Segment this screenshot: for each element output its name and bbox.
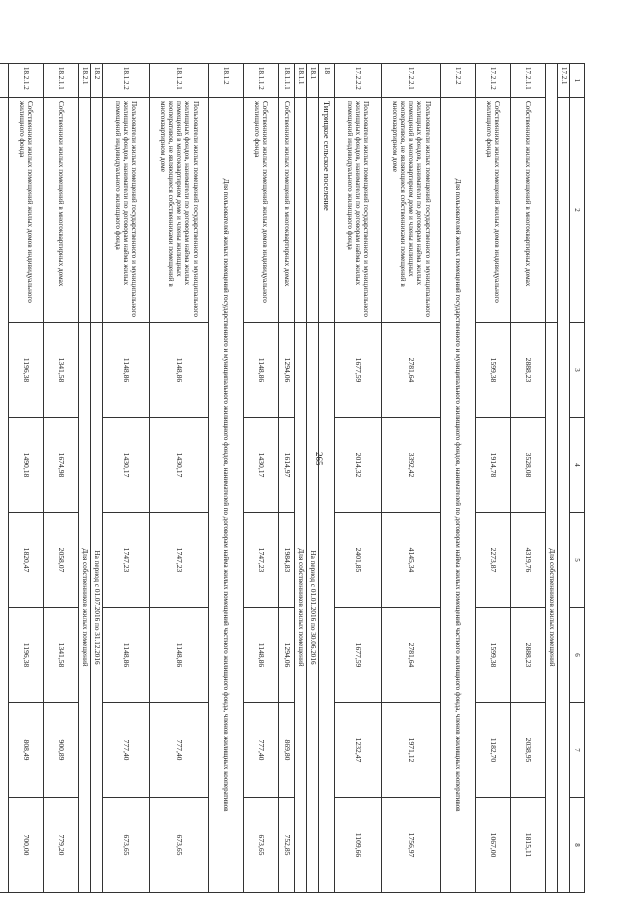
value-cell: 1067,00 bbox=[476, 798, 511, 893]
table-row bbox=[558, 64, 570, 893]
value-cell: 2888,23 bbox=[511, 323, 546, 418]
value-cell: 2038,95 bbox=[511, 703, 546, 798]
value-cell: 1599,38 bbox=[476, 323, 511, 418]
row-label: Собственники жилых помещений в многоквартирных домах bbox=[511, 98, 546, 323]
row-label: Собственники жилых помещений жилых домов индивидуального жилищного фонда bbox=[476, 98, 511, 323]
column-number: 5 bbox=[570, 513, 585, 608]
row-code: 18.1.2.2 bbox=[103, 64, 150, 98]
value-cell: 1196,38 bbox=[9, 608, 44, 703]
value-cell: 1756,97 bbox=[382, 798, 441, 893]
group-heading bbox=[0, 98, 9, 893]
row-code: 17.2.1.1 bbox=[511, 64, 546, 98]
value-cell: 1148,86 bbox=[103, 608, 150, 703]
value-cell: 1971,12 bbox=[382, 703, 441, 798]
value-cell: 1148,86 bbox=[103, 323, 150, 418]
value-cell: 673,65 bbox=[244, 798, 279, 893]
value-cell: 1490,18 bbox=[9, 418, 44, 513]
value-cell: 1148,86 bbox=[244, 608, 279, 703]
column-number: 4 bbox=[570, 418, 585, 513]
value-cell: 3392,42 bbox=[382, 418, 441, 513]
value-cell: 752,85 bbox=[279, 798, 295, 893]
row-code: 17.2.2.2 bbox=[335, 64, 382, 98]
row-code: 18.1.2 bbox=[209, 64, 244, 98]
row-code: 18.1.2.1 bbox=[150, 64, 209, 98]
row-label: Пользователи жилых помещений государственного и муниципального жилищных фондов, наниматели по договорам найма жилых помещений в многоквартирном доме и члены жилищных кооперативов, не являющиеся собственниками помещений в многоквартирном доме bbox=[150, 98, 209, 323]
empty-cell bbox=[546, 64, 558, 323]
table-row bbox=[91, 64, 103, 893]
row-code: 18.1 bbox=[307, 64, 319, 98]
value-cell: 1182,70 bbox=[476, 703, 511, 798]
table-row bbox=[511, 64, 546, 893]
value-cell: 1614,97 bbox=[279, 418, 295, 513]
row-label: Собственники жилых помещений жилых домов индивидуального жилищного фонда bbox=[9, 98, 44, 323]
section-heading: Для собственников жилых помещений bbox=[295, 323, 307, 893]
value-cell: 869,80 bbox=[279, 703, 295, 798]
table-row bbox=[319, 64, 335, 893]
row-code: 17.2.1 bbox=[558, 64, 570, 98]
empty-cell bbox=[91, 98, 103, 323]
value-cell: 777,40 bbox=[150, 703, 209, 798]
table-row bbox=[244, 64, 279, 893]
value-cell: 1747,23 bbox=[103, 513, 150, 608]
column-number: 2 bbox=[570, 98, 585, 323]
table-row bbox=[79, 64, 91, 893]
value-cell: 2888,23 bbox=[511, 608, 546, 703]
value-cell: 1674,98 bbox=[44, 418, 79, 513]
value-cell: 4145,34 bbox=[382, 513, 441, 608]
row-label: Пользователи жилых помещений государственного и муниципального жилищных фондов, наниматели по договорам найма жилых помещений индивидуального жилищного фонда bbox=[335, 98, 382, 323]
row-code: 18.2 bbox=[91, 64, 103, 98]
tariff-table-sheet bbox=[18, 63, 585, 892]
value-cell: 673,65 bbox=[103, 798, 150, 893]
value-cell: 2014,32 bbox=[335, 418, 382, 513]
empty-cell bbox=[558, 98, 570, 893]
value-cell: 808,49 bbox=[9, 703, 44, 798]
row-code: 18.2.1 bbox=[79, 64, 91, 98]
row-code: 18.1.1.2 bbox=[244, 64, 279, 98]
row-label: Пользователи жилых помещений государственного и муниципального жилищных фондов, наниматели по договорам найма жилых помещений в многоквартирном доме и члены жилищных кооперативов, не являющиеся собственниками помещений в многоквартирном доме bbox=[382, 98, 441, 323]
column-number: 8 bbox=[570, 798, 585, 893]
value-cell: 700,00 bbox=[9, 798, 44, 893]
row-code bbox=[0, 64, 9, 98]
value-cell: 779,20 bbox=[44, 798, 79, 893]
value-cell: 1984,83 bbox=[279, 513, 295, 608]
value-cell: 1677,59 bbox=[335, 323, 382, 418]
table-row bbox=[546, 64, 558, 893]
value-cell: 673,65 bbox=[150, 798, 209, 893]
value-cell: 1148,86 bbox=[150, 608, 209, 703]
value-cell: 1747,23 bbox=[244, 513, 279, 608]
table-row bbox=[150, 64, 209, 893]
group-heading: Для пользователей жилых помещений государственного и муниципального жилищного фондов, нанимателей по договорам найма жилых помещений частного жилищного фонда, членов жилищных кооперативов bbox=[441, 98, 476, 893]
value-cell: 1820,47 bbox=[9, 513, 44, 608]
column-number: 1 bbox=[570, 64, 585, 98]
empty-cell bbox=[319, 323, 335, 893]
section-heading: На период с 01.07.2016 по 31.12.2016 bbox=[91, 323, 103, 893]
value-cell: 1815,11 bbox=[511, 798, 546, 893]
row-code: 18.2.1.1 bbox=[44, 64, 79, 98]
value-cell: 1109,66 bbox=[335, 798, 382, 893]
row-code: 17.2.2.1 bbox=[382, 64, 441, 98]
value-cell: 3528,08 bbox=[511, 418, 546, 513]
table-row bbox=[476, 64, 511, 893]
page-number: 265 bbox=[314, 452, 324, 466]
column-number: 3 bbox=[570, 323, 585, 418]
column-header-row bbox=[570, 64, 585, 893]
row-code: 18 bbox=[319, 64, 335, 98]
value-cell: 1294,06 bbox=[279, 323, 295, 418]
value-cell: 1341,58 bbox=[44, 608, 79, 703]
row-code: 18.2.1.2 bbox=[9, 64, 44, 98]
row-label: Собственники жилых помещений в многоквартирных домах bbox=[44, 98, 79, 323]
value-cell: 1677,59 bbox=[335, 608, 382, 703]
section-heading: На период с 01.01.2016 по 30.06.2016 bbox=[307, 323, 319, 893]
table-row bbox=[295, 64, 307, 893]
table-row bbox=[441, 64, 476, 893]
value-cell: 1430,17 bbox=[150, 418, 209, 513]
value-cell: 777,40 bbox=[244, 703, 279, 798]
column-number: 6 bbox=[570, 608, 585, 703]
row-label: Собственники жилых помещений в многоквартирных домах bbox=[279, 98, 295, 323]
value-cell: 1430,17 bbox=[244, 418, 279, 513]
empty-cell bbox=[307, 98, 319, 323]
tariff-table bbox=[0, 63, 585, 893]
table-row bbox=[9, 64, 44, 893]
value-cell: 1148,86 bbox=[244, 323, 279, 418]
value-cell: 4319,76 bbox=[511, 513, 546, 608]
table-row bbox=[103, 64, 150, 893]
value-cell: 1232,47 bbox=[335, 703, 382, 798]
table-row bbox=[382, 64, 441, 893]
table-row bbox=[307, 64, 319, 893]
value-cell: 1747,23 bbox=[150, 513, 209, 608]
table-row bbox=[209, 64, 244, 893]
value-cell: 2781,64 bbox=[382, 323, 441, 418]
section-heading: Для собственников жилых помещений bbox=[546, 323, 558, 893]
table-row bbox=[44, 64, 79, 893]
row-label: Пользователи жилых помещений государственного и муниципального жилищных фондов, наниматели по договорам найма жилых помещений индивидуального жилищного фонда bbox=[103, 98, 150, 323]
value-cell: 2273,87 bbox=[476, 513, 511, 608]
row-code: 17.2.1.2 bbox=[476, 64, 511, 98]
table-row bbox=[279, 64, 295, 893]
row-code: 17.2.2 bbox=[441, 64, 476, 98]
group-heading: Для пользователей жилых помещений государственного и муниципального жилищного фондов, нанимателей по договорам найма жилых помещений частного жилищного фонда, членов жилищных кооперативов bbox=[209, 98, 244, 893]
column-number: 7 bbox=[570, 703, 585, 798]
value-cell: 1294,06 bbox=[279, 608, 295, 703]
value-cell: 900,89 bbox=[44, 703, 79, 798]
value-cell: 2058,07 bbox=[44, 513, 79, 608]
value-cell: 1430,17 bbox=[103, 418, 150, 513]
row-label: Собственники жилых помещений жилых домов индивидуального жилищного фонда bbox=[244, 98, 279, 323]
section-heading: Для собственников жилых помещений bbox=[79, 323, 91, 893]
value-cell: 1341,58 bbox=[44, 323, 79, 418]
empty-cell bbox=[79, 98, 91, 323]
value-cell: 1914,78 bbox=[476, 418, 511, 513]
value-cell: 1196,38 bbox=[9, 323, 44, 418]
value-cell: 2781,64 bbox=[382, 608, 441, 703]
row-code: 18.1.1.1 bbox=[279, 64, 295, 98]
value-cell: 1148,86 bbox=[150, 323, 209, 418]
row-code: 18.1.1 bbox=[295, 64, 307, 98]
empty-cell bbox=[295, 98, 307, 323]
table-row bbox=[0, 64, 9, 893]
value-cell: 1599,38 bbox=[476, 608, 511, 703]
value-cell: 2401,85 bbox=[335, 513, 382, 608]
value-cell: 777,40 bbox=[103, 703, 150, 798]
table-row bbox=[335, 64, 382, 893]
settlement-title: Тигрицкое сельское поселение bbox=[319, 98, 335, 323]
